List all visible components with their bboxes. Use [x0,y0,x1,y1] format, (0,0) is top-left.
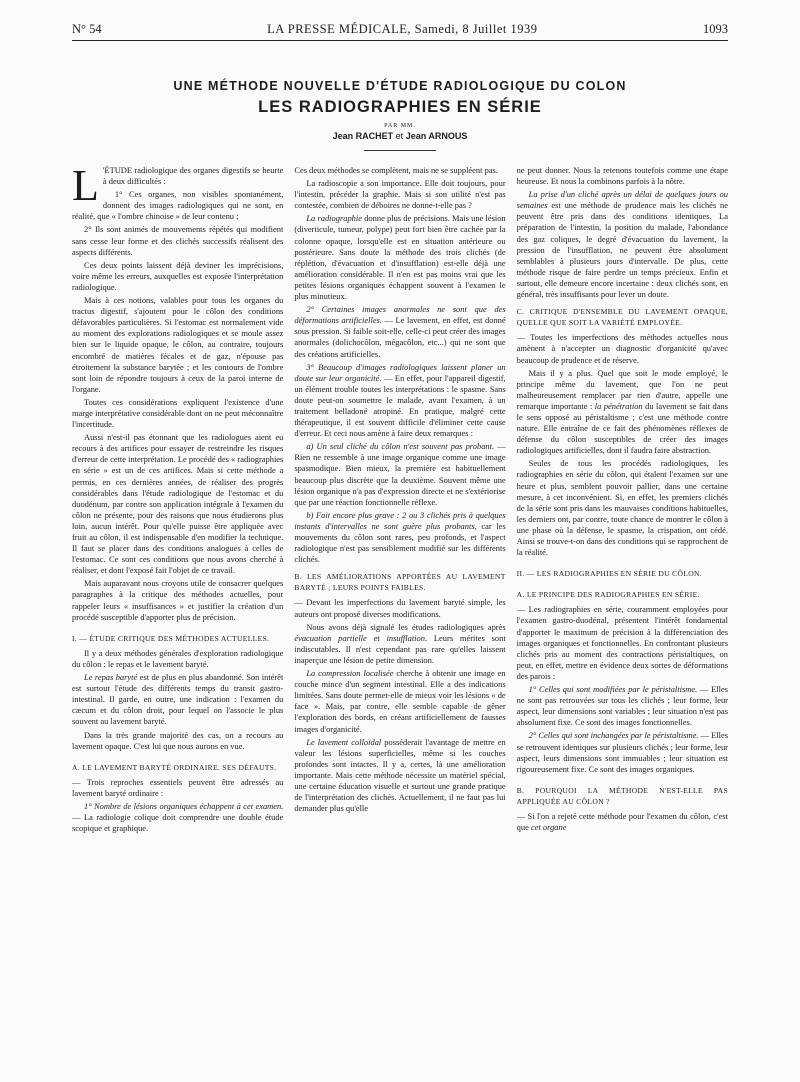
paragraph: — Trois reproches essentiels peuvent être adressés au lavement baryté ordinaire : [72,776,284,798]
paragraph: — Devant les imperfections du lavement baryté simple, les auteurs ont proposé diverses modifications. [294,597,506,619]
paragraph: — Toutes les imperfections des méthodes actuelles nous amènent à n'accepter un diagnostic d'organicité qu'avec beaucoup de prudence et de réserve. [516,332,728,365]
page-number: 1093 [703,22,728,36]
paragraph: Le lavement colloïdal posséderait l'avantage de mettre en valeur les lésions superficielles, même si les couches profondes sont intactes. Il y a, certes, là une amélioration importante. Mais cette méthode nécessite un matériel spécial, une certaine éducation visuelle et surtout une grande pratique de l'interprétation des clichés. Actuellement, il ne faut pas lui demander plus qu'elle [294,736,506,814]
paragraph: 2° Celles qui sont inchangées par le péristaltisme. — Elles se retrouvent identiques sur plusieurs clichés ; leur forme, leur aspect, leurs dimensions sont immuables ; leur situation est rigoureusement fixe. Ce sont des images organiques. [516,730,728,774]
article-title-line1: UNE MÉTHODE NOUVELLE D'ÉTUDE RADIOLOGIQUE DU COLON [173,79,627,93]
article-heading [72,79,728,151]
column-3 [517,165,728,1065]
paragraph: La compression localisée cherche à obtenir une image en couche mince d'un segment intestinal. Elle a des indications limitées. Sans doute permet-elle de mieux voir les lésions « de face ». Mais, par contre, elle semble capable de gêner l'exploration des bords, en créant artificiellement de fausses images d'organicité. [294,668,506,734]
paragraph: Toutes ces considérations expliquent l'existence d'une marge interprétative considérable dont on ne peut méconnaître l'incertitude. [72,396,284,430]
paragraph: 1° Celles qui sont modifiées par le péristaltisme. — Elles ne sont pas retrouvées sur tous les clichés ; leur forme, leur aspect, leur dimensions sont variables ; leur situation n'est pas absolument fixe. Ce sont des images fonctionnelles. [516,684,728,728]
paragraph: Nous avons déjà signalé les études radiologiques après évacuation partielle et insufflation. Leurs mérites sont indiscutables. Il n'est cependant pas rare qu'elles laissent inaperçue une lésion de petite dimension. [294,621,506,665]
subsection-heading: B. POURQUOI LA MÉTHODE N'EST-ELLE PAS APPLIQUÉE AU CÔLON ? [516,785,728,806]
paragraph: Mais il y a plus. Quel que soit le mode employé, le principe même du lavement, que l'on ne peut malheureusement remplacer par rien d'autre, appelle une remarque importante : la pénétration du lavement se fait dans le sens opposé au péristaltisme ; c'est une méthode contre nature. Elle entraîne de ce fait des phénomènes réflexes de défense du côlon susceptibles de créer des images radiologiques artificielles, dont il faudra faire abstraction. [516,367,728,456]
paragraph: Mais à ces notions, valables pour tous les organes du tractus digestif, s'ajoutent pour le côlon des conditions défavorables particulières. Si l'estomac est normalement vide au moment des explorations radiologiques et se moule assez bien sur le liquide opaque, le côlon, au contraire, toujours encombré de matières fécales et de gaz, n'épouse pas étroitement la substance barytée ; et les contours de l'ombre sont loin de répondre toujours à ceux de la paroi interne de l'organe. [72,295,284,394]
paragraph: 2° Certaines images anormales ne sont que des déformations artificielles. — Le lavement, en effet, est donné sous pression. Si faible soit-elle, celle-ci peut créer des images anormales (dolichocôlon, mégacôlon, etc...) qui ne sont que des créations artificielles. [294,304,506,359]
article-title-line2: LES RADIOGRAPHIES EN SÉRIE [258,98,542,116]
authors [72,131,728,141]
paragraph: La prise d'un cliché après un délai de quelques jours ou semaines est une méthode de prudence mais les clichés ne peuvent être pris dans des conditions identiques. La préparation de l'intestin, la position du malade, l'abondance des gaz coliques, le degré d'évacuation du lavement, la pression de l'insufflation, ne peuvent être absolument semblables à plusieurs jours d'intervalle. De plus, cette méthode risque de faire perdre un temps précieux. Enfin et surtout, elle demeure encore incertaine : deux clichés sont, en général, très insuffisants pour lever un doute. [516,189,728,300]
paragraph: 1° Nombre de lésions organiques échappent à cet examen. — La radiologie colique doit comprendre une double étude scopique et graphique. [72,800,284,834]
paragraph: — Les radiographies en série, couramment employées pour l'examen gastro-duodénal, présentent l'intérêt fondamental d'apporter le maximum de précision à la différenciation des images organiques et fonctionnelles. En confrontant plusieurs clichés pris au moment des contractions péristaltiques, on peut, en effet, mettre en évidence deux sortes de déformations des parois : [516,604,728,681]
author-separator: et [395,131,404,141]
article-body [72,165,728,1065]
column-1 [72,165,283,1065]
subsection-heading: B. LES AMÉLIORATIONS APPORTÉES AU LAVEMENT BARYTÉ ; LEURS POINTS FAIBLES. [294,572,506,593]
paragraph: Dans la très grande majorité des cas, on a recours au lavement opaque. C'est lui que nous aurons en vue. [72,729,284,751]
drop-cap: L [72,165,99,210]
section-heading: I. — ÉTUDE CRITIQUE DES MÉTHODES ACTUELLES. [72,633,270,643]
subsection-heading: C. CRITIQUE D'ENSEMBLE DU LAVEMENT OPAQUE, QUELLE QUE SOIT LA VARIÉTÉ EMPLOYÉE. [516,307,728,328]
paragraph: 3° Beaucoup d'images radiologiques laissent planer un doute sur leur organicité. — En effet, pour l'appareil digestif, un élément trouble toutes les interprétations : le spasme. Sans doute peut-on soumettre le malade, avant l'examen, à un traitement belladoné atropiné. En pratique, malgré cette thérapeutique, il est souvent difficile d'éliminer cette cause d'erreur. Et ceci nous amène à faire deux remarques : [294,361,506,439]
section-heading: II. — LES RADIOGRAPHIES EN SÉRIE DU CÔLON. [516,569,703,579]
paragraph: b) Fait encore plus grave : 2 ou 3 clichés pris à quelques instants d'intervalles ne sont guère plus probants, car les mouvements du côlon sont rares, peu profonds, et l'aspect radiologique n'est pas sensiblement modifié sur les différents clichés. [294,509,506,565]
issue-number: N° 54 [72,22,102,36]
paragraph: ne peut donner. Nous la retenons toutefois comme une étape heureuse. Et nous la combinons parfois à la nôtre. [516,165,728,187]
running-header [72,22,728,41]
paragraph: L 'ÉTUDE radiologique des organes digestifs se heurte à deux difficultés : [72,165,284,210]
paragraph: La radiographie donne plus de précisions. Mais une lésion (diverticule, tumeur, polype) peut fort bien être cachée par la colonne opaque, lorsqu'elle est en situation antérieure ou postérieure. Sans doute la méthode des trois clichés (de réplétion, d'évacuation et d'insufflation) est-elle déjà une amélioration considérable. Il n'en est pas moins vrai que les petites lésions organiques échappent souvent à l'examen le plus minutieux. [294,213,506,302]
paragraph: 2° Ils sont animés de mouvements répétés qui modifient sans cesse leur forme et des clichés successifs réalisent des aspects différents. [72,224,284,257]
journal-title: LA PRESSE MÉDICALE, Samedi, 8 Juillet 1939 [267,22,538,36]
byline: PAR MM. [384,123,416,129]
paragraph: Mais auparavant nous croyons utile de consacrer quelques paragraphes à la critique des méthodes actuelles, pour rappeler leurs « insuffisances » et justifier la création d'un procédé susceptible d'apporter plus de précision. [72,578,284,622]
column-2 [294,165,505,1065]
paragraph: Ces deux méthodes se complètent, mais ne se suppléent pas. [294,165,498,175]
paragraph: Aussi n'est-il pas étonnant que les radiologues aient eu recours à des artifices pour essayer de restreindre les risques d'erreur de cette interprétation. Le procédé des « radiographies en série » est un de ces artifices. Mais si cette méthode a permis, en ces dernières années, de réaliser des progrès considérables dans l'étude radiologique de l'estomac et du duodénum, par contre son application intégrale à l'examen du côlon ne présente, pour des raisons que nous étudierons plus loin, aucun intérêt. Pour qu'elle puisse être appliquée avec fruit au côlon, il est indispensable d'en modifier la technique. Il faut se placer dans des conditions analogues à celles de l'estomac. Ce sont ces conditions que nous avons cherché à réaliser, et dont l'exposé fait l'objet de ce travail. [72,432,284,576]
paragraph: 1° Ces organes, non visibles spontanément, donnent des images radiologiques qui ne sont, en réalité, que « l'ombre chinoise » de leur contenu ; [72,189,284,222]
subsection-heading: A. LE PRINCIPE DES RADIOGRAPHIES EN SÉRIE. [516,590,700,600]
author-arnous: Jean ARNOUS [405,131,468,141]
author-rachet: Jean RACHET [332,131,394,141]
title-rule [364,150,436,151]
paragraph: Ces deux points laissent déjà deviner les imprécisions, voire même les erreurs, auxquelles est exposée l'interprétation radiologique. [72,259,284,292]
paragraph: a) Un seul cliché du côlon n'est souvent pas probant. — Rien ne ressemble à une image organique comme une image spasmodique. Bien mieux, la première est habituellement beaucoup plus discrète que la deuxième. Souvent même une lésion organique n'a pas d'expression directe et ne s'extériorise que par une réaction fonctionnelle réflexe. [294,441,506,507]
paragraph: Il y a deux méthodes générales d'exploration radiologique du côlon : le repas et le lavement baryté. [72,647,284,669]
paragraph: — Si l'on a rejeté cette méthode pour l'examen du côlon, c'est que cet organe [516,810,728,833]
paragraph: La radioscopie a son importance. Elle doit toujours, pour l'intestin, précéder la graphie. Mais si son utilité n'est pas contestée, combien de déboires ne donne-t-elle pas ? [294,178,506,211]
paragraph: Seules de tous les procédés radiologiques, les radiographies en série du côlon, qui étalent l'examen sur une heure et plus, semblent pouvoir pallier, dans une certaine mesure, à cet inconvénient. Si, en effet, les premiers clichés de la série sont pris dans les mauvaises conditions habituelles, les derniers ont, par contre, toute chance de montrer le côlon à une phase où la défense, le spasme, la crispation, ont cédé. Ainsi se trouve-t-on dans des conditions qui se rapprochent de la réalité. [516,458,728,558]
paragraph: Le repas baryté est de plus en plus abandonné. Son intérêt est surtout l'étude des différents temps du transit gastro-intestinal. Il garde, en outre, une indication : l'examen du cæcum et du côlon droit, pour lequel on l'associe le plus souvent au lavement baryté. [72,672,284,727]
subsection-heading: A. LE LAVEMENT BARYTÉ ORDINAIRE. SES DÉFAUTS. [72,762,277,772]
